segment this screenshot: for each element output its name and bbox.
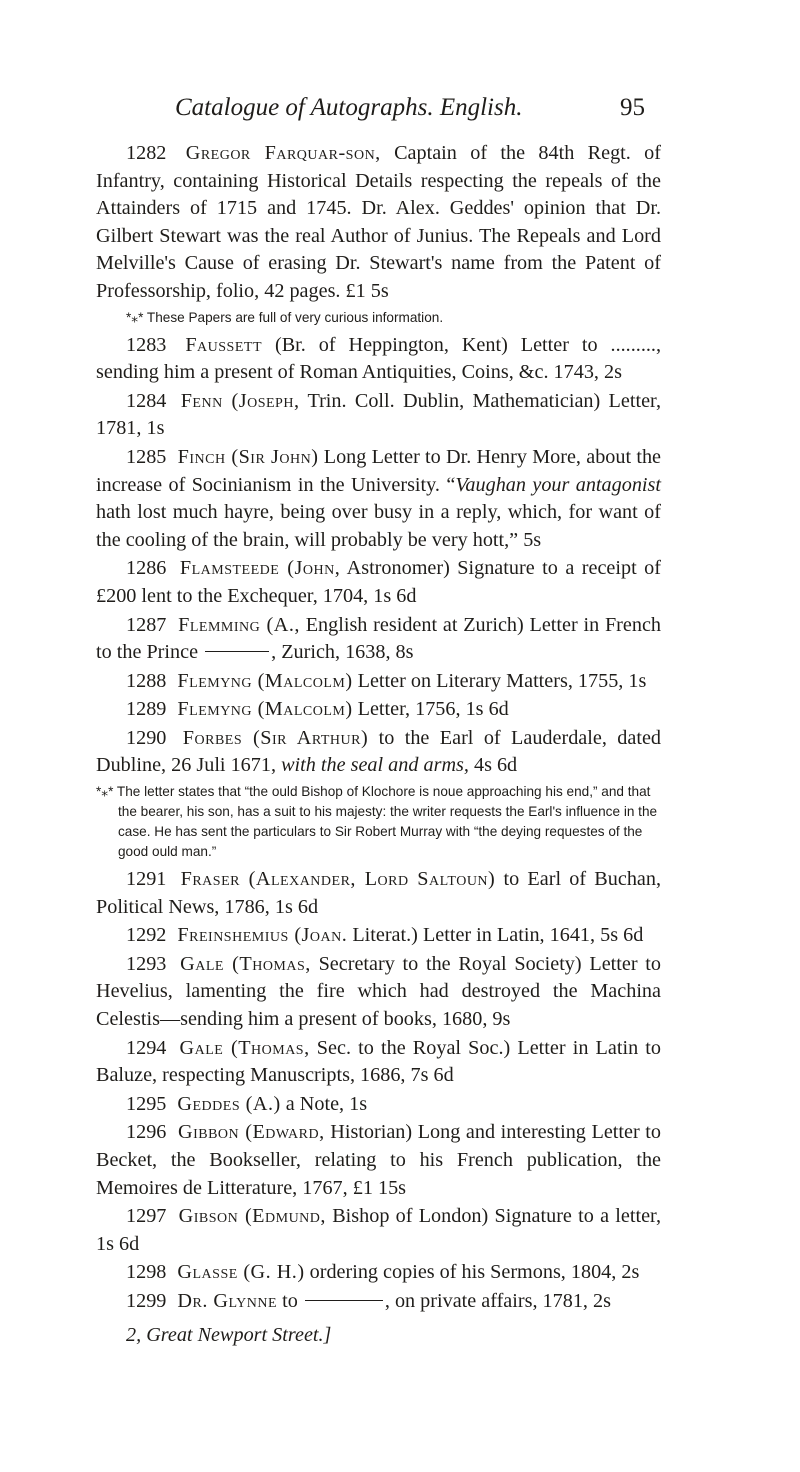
entry-description: Astronomer) Signature to a receipt of £200 lent to the Exchequer, 1704, 1s 6d — [96, 557, 661, 607]
catalogue-entry — [96, 866, 661, 921]
entry-number: 1287 — [126, 613, 167, 636]
catalogue-entry — [96, 1119, 661, 1202]
entry-name: Gibson (Edmund, — [178, 1205, 326, 1228]
entry-number: 1292 — [126, 924, 167, 947]
catalogue-entry — [96, 668, 661, 696]
entry-description: Letter on Literary Matters, 1755, 1s — [357, 669, 647, 692]
catalogue-entry — [96, 1203, 661, 1258]
entry-description: Sec. to the Royal Soc.) Letter in Latin to Baluze, respecting Manuscripts, 1686, 7s 6d — [96, 1036, 662, 1087]
entry-description: (Br. of Heppington, Kent) Letter to ........., sending him a present of Roman Antiquities, Coins, &c. 1743, 2s — [96, 333, 662, 384]
entry-description: English resident at Zurich) Letter in French to the Prince — [96, 613, 661, 664]
entry-name: Finch (Sir John) — [177, 445, 319, 468]
entry-description: Literat.) Letter in Latin, 1641, 5s 6d — [352, 924, 644, 947]
entry-name: Fraser (Alexander, Lord Saltoun) — [180, 868, 496, 891]
entry-number: 1283 — [126, 333, 167, 356]
entry-number: 1297 — [126, 1205, 167, 1228]
catalogue-entry — [96, 922, 661, 950]
entry-number: 1296 — [126, 1121, 167, 1144]
entry-number: 1285 — [126, 445, 167, 468]
entry-description: ordering copies of his Sermons, 1804, 2s — [309, 1261, 640, 1284]
entry-description: Letter, 1756, 1s 6d — [357, 698, 509, 721]
entry-number: 1298 — [126, 1261, 167, 1284]
entry-number: 1291 — [126, 868, 167, 891]
entry-name: Gale (Thomas, — [180, 952, 311, 975]
entry-italic: Vaughan your antagonist — [455, 473, 661, 496]
catalogue-entry — [96, 444, 661, 554]
entry-number: 1290 — [126, 726, 167, 749]
entry-number: 1282 — [126, 142, 167, 164]
entry-description-cont: , Zurich, 1638, 8s — [271, 641, 414, 664]
entry-name: Flamsteede (John, — [179, 557, 341, 580]
entry-number: 1288 — [126, 669, 167, 692]
catalogue-entry — [96, 951, 661, 1034]
header-title: Catalogue of Autographs. English. — [175, 94, 523, 121]
entry-name: Faussett — [185, 333, 263, 356]
entry-description: Trin. Coll. Dublin, Mathematician) Letter, 1781, 1s — [96, 389, 661, 440]
note-text: The letter states that “the ould Bishop of Klochore is noue approaching his end,” and that the bearer, his son, has a suit to his majesty: the writer requests the Earl's influence in the case. He has sent the particulars to Sir Robert Murray with “the deying requestes of the good ould man.” — [116, 784, 658, 860]
recipient-blank — [305, 1300, 383, 1301]
running-header — [175, 94, 645, 130]
catalogue-entry — [96, 612, 661, 667]
entry-italic: with the seal and arms, — [281, 754, 469, 777]
entry-number: 1284 — [126, 389, 167, 412]
catalogue-entry — [96, 696, 661, 724]
catalogue-entry — [96, 555, 661, 610]
catalogue-entry — [96, 332, 661, 387]
page-number: 95 — [620, 94, 645, 121]
note-marker: *⁎* — [126, 309, 144, 325]
entry-description: to — [282, 1289, 298, 1312]
entry-name: Forbes (Sir Arthur) — [182, 726, 369, 749]
entry-name: Gale (Thomas, — [179, 1036, 310, 1059]
entry-description: Secretary to the Royal Society) Letter to Hevelius, lamenting the fire which had destroyed the Machina Celestis—sending him a present of books, 1680, 9s — [96, 952, 661, 1031]
note-text: These Papers are full of very curious information. — [146, 309, 444, 325]
entry-note — [96, 782, 661, 862]
entry-description: to Earl of Buchan, Political News, 1786, 1s 6d — [96, 868, 662, 918]
catalogue-entries — [96, 140, 661, 1349]
entry-description: Historian) Long and interesting Letter to Becket, the Bookseller, relating to his French publication, the Memoires de Litterature, 1767, £1 15s — [96, 1121, 661, 1199]
entry-number: 1299 — [126, 1289, 167, 1312]
entry-number: 1293 — [126, 952, 167, 975]
entry-name: Freinshemius (Joan. — [177, 924, 348, 947]
entry-name: Flemming (A., — [178, 613, 300, 636]
entry-number: 1294 — [126, 1036, 167, 1059]
catalogue-entry — [96, 140, 661, 306]
entry-name: Flemyng (Malcolm) — [177, 698, 353, 721]
entry-name: Geddes (A.) — [177, 1092, 281, 1115]
catalogue-entry — [96, 388, 661, 443]
entry-note — [96, 308, 661, 328]
entry-description-cont: 4s 6d — [468, 754, 518, 777]
entry-number: 1286 — [126, 557, 167, 580]
catalogue-entry — [96, 1035, 661, 1090]
catalogue-entry — [96, 1091, 661, 1119]
entry-description: a Note, 1s — [285, 1092, 368, 1115]
entry-number: 1295 — [126, 1092, 167, 1115]
note-marker: *⁎* — [96, 784, 114, 800]
catalogue-entry — [96, 1288, 661, 1316]
entry-name: Gibbon (Edward, — [177, 1121, 325, 1144]
entry-name: Glasse (G. H.) — [177, 1261, 305, 1284]
entry-description: Long Letter to Dr. Henry More, about the increase of Socinianism in the University. “ — [96, 445, 662, 496]
entry-description: to the Earl of Lauderdale, dated Dubline, 26 Juli 1671, — [96, 726, 661, 777]
entry-description: Captain of the 84th Regt. of Infantry, containing Historical Details respecting the repeals of the Attainders of 1715 and 1745. Dr. Alex. Geddes' opinion that Dr. Gilbert Stewart was the real Author of Junius. The Repeals and Lord Melville's Cause of erasing Dr. Stewart's name from the Patent of Professorship, folio, 42 pages. £1 5s — [96, 142, 662, 302]
entry-description-cont: , on private affairs, 1781, 2s — [384, 1289, 611, 1312]
entry-name: Flemyng (Malcolm) — [177, 669, 353, 692]
entry-description: Bishop of London) Signature to a letter, 1s 6d — [96, 1205, 661, 1255]
recipient-blank — [205, 651, 269, 652]
entry-name: Dr. Glynne — [177, 1289, 278, 1312]
catalogue-entry — [96, 1259, 661, 1287]
catalogue-entry — [96, 725, 661, 780]
entry-name: Gregor Farquar-son, — [185, 142, 381, 164]
entry-description-cont: hath lost much hayre, being over busy in a reply, which, for want of the cooling of the brain, will probably be very hott,” 5s — [96, 501, 661, 551]
entry-name: Fenn (Joseph, — [180, 389, 300, 412]
publisher-address: 2, Great Newport Street.] — [126, 1323, 332, 1346]
entry-number: 1289 — [126, 698, 167, 721]
